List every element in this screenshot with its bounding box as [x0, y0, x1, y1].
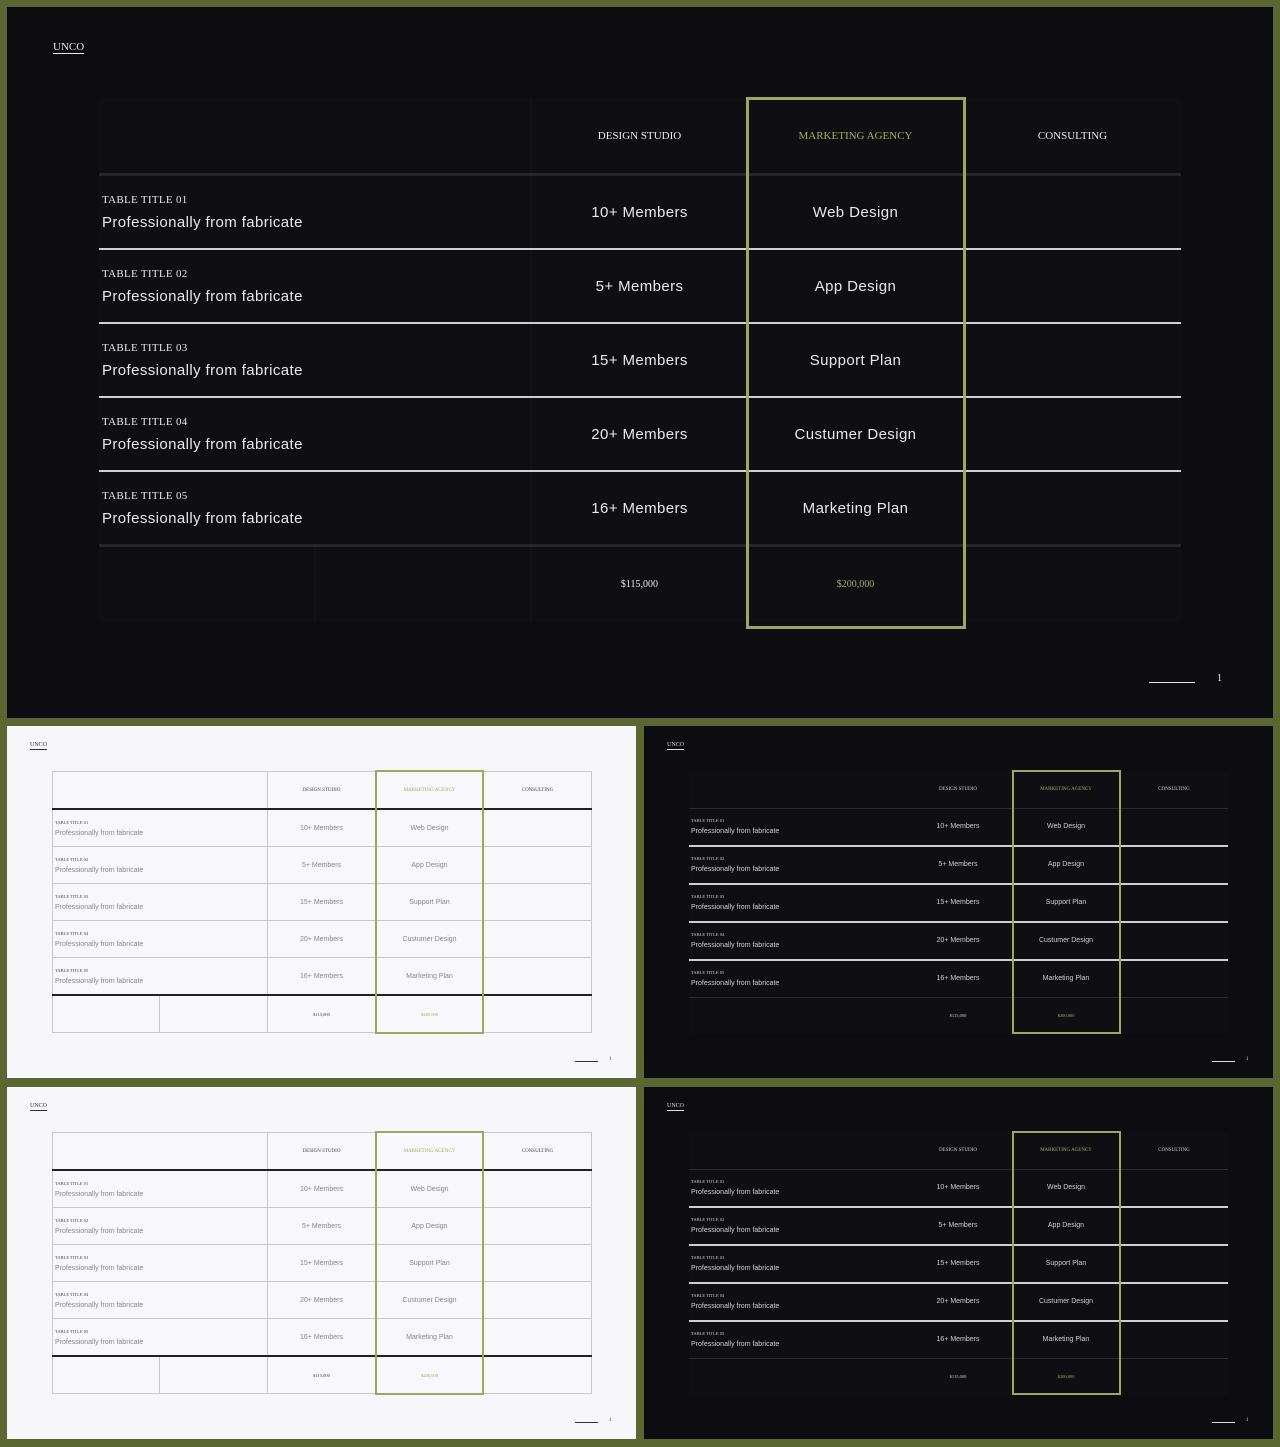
row-title-cell: [689, 1169, 904, 1207]
row-title: TABLE TITLE 04: [55, 930, 89, 936]
cell-consulting: [1120, 1321, 1228, 1359]
footer-empty-cell: [796, 1358, 904, 1395]
footer-empty-cell: [796, 997, 904, 1034]
row-title: TABLE TITLE 04: [102, 415, 188, 428]
cell-design-studio: 10+ Members: [268, 809, 376, 847]
table-row: [689, 1245, 1228, 1283]
row-subtitle: Professionally from fabricate: [55, 866, 144, 874]
cell-design-studio: 10+ Members: [904, 808, 1012, 846]
table-footer-row: [689, 997, 1228, 1034]
row-title: TABLE TITLE 01: [691, 818, 725, 823]
cell-marketing-agency: Web Design: [1012, 808, 1120, 846]
cell-design-studio: 16+ Members: [531, 471, 747, 546]
table-row: [689, 1169, 1228, 1207]
table-row: [53, 958, 592, 996]
header-empty-cell: [689, 771, 904, 808]
header-empty-cell: [99, 98, 531, 175]
comparison-table: [689, 1132, 1228, 1395]
cell-consulting: [1120, 808, 1228, 846]
page-line: [1212, 1422, 1235, 1423]
cell-marketing-agency: App Design: [747, 249, 964, 323]
table-header-row: [53, 772, 592, 810]
cell-consulting: [484, 1319, 592, 1357]
footer-empty-cell: [99, 546, 315, 623]
row-title: TABLE TITLE 02: [691, 1217, 725, 1222]
cell-marketing-agency: Marketing Plan: [376, 1319, 484, 1357]
column-header-design-studio: DESIGN STUDIO: [904, 1132, 1012, 1169]
cell-marketing-agency: Support Plan: [376, 1245, 484, 1282]
row-subtitle: Professionally from fabricate: [691, 1189, 780, 1196]
cell-design-studio: 15+ Members: [531, 323, 747, 397]
row-title: TABLE TITLE 04: [691, 932, 725, 937]
column-header-marketing-agency: MARKETING AGENCY: [1012, 771, 1120, 808]
row-title-cell: [99, 397, 531, 471]
cell-marketing-agency: Marketing Plan: [376, 958, 484, 996]
cell-marketing-agency: Custumer Design: [747, 397, 964, 471]
cell-marketing-agency: Web Design: [376, 1170, 484, 1208]
cell-design-studio: 15+ Members: [268, 884, 376, 921]
cell-marketing-agency: Marketing Plan: [747, 471, 964, 546]
cell-design-studio: 10+ Members: [904, 1169, 1012, 1207]
row-title: TABLE TITLE 05: [102, 489, 188, 502]
cell-design-studio: 5+ Members: [268, 847, 376, 884]
row-title-cell: [53, 1208, 268, 1245]
logo: UNCO: [667, 742, 685, 748]
row-title: TABLE TITLE 05: [691, 970, 725, 975]
row-title-cell: [53, 884, 268, 921]
total-marketing-agency: $200,000: [1012, 997, 1120, 1034]
cell-marketing-agency: Custumer Design: [1012, 922, 1120, 960]
row-title: TABLE TITLE 03: [55, 1254, 89, 1260]
table-row: [53, 1208, 592, 1245]
row-subtitle: Professionally from fabricate: [691, 904, 780, 911]
table-row: [53, 884, 592, 921]
table-header-row: [689, 1132, 1228, 1169]
footer-empty-cell: [689, 997, 796, 1034]
page-number: 1: [1246, 1056, 1249, 1062]
row-title: TABLE TITLE 01: [55, 819, 89, 825]
total-consulting: [484, 1356, 592, 1394]
table-row: [99, 397, 1181, 471]
row-title: TABLE TITLE 04: [55, 1291, 89, 1297]
row-title-cell: [53, 1245, 268, 1282]
row-subtitle: Professionally from fabricate: [55, 1190, 144, 1198]
footer-empty-cell: [160, 995, 268, 1033]
total-marketing-agency: $200,000: [376, 1356, 484, 1394]
page-indicator: [1212, 1056, 1249, 1062]
footer-empty-cell: [53, 995, 160, 1033]
total-design-studio: $115,000: [268, 995, 376, 1033]
row-subtitle: Professionally from fabricate: [691, 1227, 780, 1234]
column-header-design-studio: DESIGN STUDIO: [268, 772, 376, 810]
cell-design-studio: 5+ Members: [904, 1207, 1012, 1245]
table-header-row: [99, 98, 1181, 175]
cell-marketing-agency: Custumer Design: [376, 1282, 484, 1319]
cell-design-studio: 16+ Members: [268, 1319, 376, 1357]
row-title-cell: [689, 808, 904, 846]
cell-marketing-agency: Support Plan: [747, 323, 964, 397]
row-subtitle: Professionally from fabricate: [691, 866, 780, 873]
row-subtitle: Professionally from fabricate: [102, 361, 303, 379]
row-title-cell: [689, 1321, 904, 1359]
column-header-consulting: CONSULTING: [964, 98, 1181, 175]
cell-marketing-agency: App Design: [376, 847, 484, 884]
row-title-cell: [99, 471, 531, 546]
column-header-consulting: CONSULTING: [484, 1133, 592, 1171]
table-footer-row: [689, 1358, 1228, 1395]
table-row: [689, 1283, 1228, 1321]
thumbnail-light-2[interactable]: [7, 1087, 636, 1439]
row-title-cell: [53, 1319, 268, 1357]
total-consulting: [964, 546, 1181, 623]
row-subtitle: Professionally from fabricate: [102, 435, 303, 453]
table-header-row: [689, 771, 1228, 808]
page-indicator: [575, 1417, 612, 1423]
comparison-table: [52, 1132, 592, 1394]
cell-marketing-agency: Support Plan: [1012, 884, 1120, 922]
row-title-cell: [689, 1207, 904, 1245]
cell-consulting: [964, 323, 1181, 397]
row-title: TABLE TITLE 03: [691, 894, 725, 899]
table-row: [99, 471, 1181, 546]
row-title-cell: [689, 1283, 904, 1321]
table-row: [53, 1282, 592, 1319]
total-design-studio: $115,000: [531, 546, 747, 623]
row-title: TABLE TITLE 05: [691, 1331, 725, 1336]
main-slide: [7, 7, 1273, 718]
total-consulting: [1120, 997, 1228, 1034]
comparison-table: [52, 771, 592, 1033]
cell-consulting: [484, 1208, 592, 1245]
row-subtitle: Professionally from fabricate: [55, 829, 144, 837]
comparison-table: [99, 98, 1181, 622]
cell-consulting: [964, 249, 1181, 323]
row-subtitle: Professionally from fabricate: [691, 1341, 780, 1348]
cell-design-studio: 20+ Members: [268, 1282, 376, 1319]
cell-design-studio: 15+ Members: [904, 1245, 1012, 1283]
cell-consulting: [484, 1245, 592, 1282]
logo: UNCO: [53, 41, 85, 53]
column-header-consulting: CONSULTING: [1120, 1132, 1228, 1169]
table-row: [689, 1207, 1228, 1245]
table-footer-row: [99, 546, 1181, 623]
cell-consulting: [484, 1170, 592, 1208]
table-row: [689, 1321, 1228, 1359]
total-consulting: [1120, 1358, 1228, 1395]
row-title: TABLE TITLE 03: [102, 341, 188, 354]
row-title: TABLE TITLE 04: [691, 1293, 725, 1298]
table-row: [689, 922, 1228, 960]
row-title-cell: [53, 847, 268, 884]
cell-marketing-agency: Web Design: [747, 175, 964, 250]
table-footer-row: [53, 1356, 592, 1394]
cell-marketing-agency: App Design: [376, 1208, 484, 1245]
cell-marketing-agency: Support Plan: [376, 884, 484, 921]
cell-design-studio: 5+ Members: [531, 249, 747, 323]
column-header-marketing-agency: MARKETING AGENCY: [747, 98, 964, 175]
row-subtitle: Professionally from fabricate: [55, 1338, 144, 1346]
table-row: [689, 808, 1228, 846]
table-row: [53, 809, 592, 847]
row-title: TABLE TITLE 02: [55, 856, 89, 862]
cell-marketing-agency: App Design: [1012, 846, 1120, 884]
page-indicator: [575, 1056, 612, 1062]
total-consulting: [484, 995, 592, 1033]
footer-empty-cell: [160, 1356, 268, 1394]
logo: UNCO: [667, 1103, 685, 1109]
header-empty-cell: [53, 772, 268, 810]
row-title: TABLE TITLE 01: [55, 1180, 89, 1186]
table-row: [689, 960, 1228, 998]
row-title-cell: [53, 921, 268, 958]
column-header-design-studio: DESIGN STUDIO: [531, 98, 747, 175]
cell-consulting: [1120, 1283, 1228, 1321]
header-empty-cell: [53, 1133, 268, 1171]
table-row: [99, 175, 1181, 250]
column-header-marketing-agency: MARKETING AGENCY: [376, 1133, 484, 1171]
row-subtitle: Professionally from fabricate: [55, 903, 144, 911]
table-row: [53, 921, 592, 958]
cell-marketing-agency: Support Plan: [1012, 1245, 1120, 1283]
cell-consulting: [1120, 1207, 1228, 1245]
total-design-studio: $115,000: [904, 997, 1012, 1034]
cell-design-studio: 20+ Members: [904, 922, 1012, 960]
cell-consulting: [484, 958, 592, 996]
cell-design-studio: 15+ Members: [268, 1245, 376, 1282]
row-subtitle: Professionally from fabricate: [55, 1227, 144, 1235]
cell-design-studio: 16+ Members: [268, 958, 376, 996]
cell-consulting: [964, 397, 1181, 471]
row-subtitle: Professionally from fabricate: [691, 1303, 780, 1310]
row-title: TABLE TITLE 03: [691, 1255, 725, 1260]
column-header-consulting: CONSULTING: [1120, 771, 1228, 808]
cell-design-studio: 16+ Members: [904, 1321, 1012, 1359]
cell-consulting: [1120, 1169, 1228, 1207]
table-row: [689, 884, 1228, 922]
row-title: TABLE TITLE 05: [55, 967, 89, 973]
total-marketing-agency: $200,000: [747, 546, 964, 623]
cell-consulting: [1120, 960, 1228, 998]
column-header-design-studio: DESIGN STUDIO: [904, 771, 1012, 808]
cell-consulting: [1120, 1245, 1228, 1283]
row-subtitle: Professionally from fabricate: [102, 213, 303, 231]
row-title-cell: [689, 1245, 904, 1283]
cell-marketing-agency: Custumer Design: [376, 921, 484, 958]
cell-marketing-agency: Custumer Design: [1012, 1283, 1120, 1321]
cell-design-studio: 10+ Members: [531, 175, 747, 250]
header-empty-cell: [689, 1132, 904, 1169]
total-design-studio: $115,000: [904, 1358, 1012, 1395]
row-title: TABLE TITLE 01: [102, 193, 188, 206]
cell-design-studio: 15+ Members: [904, 884, 1012, 922]
page-number: 1: [609, 1056, 612, 1062]
thumbnail-light-1[interactable]: [7, 726, 636, 1078]
table-row: [53, 1245, 592, 1282]
row-title: TABLE TITLE 02: [55, 1217, 89, 1223]
page-line: [1212, 1061, 1235, 1062]
page-number: 1: [1246, 1417, 1249, 1423]
page-line: [1149, 682, 1195, 683]
row-subtitle: Professionally from fabricate: [55, 977, 144, 985]
row-title-cell: [99, 323, 531, 397]
row-subtitle: Professionally from fabricate: [691, 1265, 780, 1272]
logo: UNCO: [30, 1103, 48, 1109]
row-subtitle: Professionally from fabricate: [102, 509, 303, 527]
row-title-cell: [53, 1170, 268, 1208]
page-indicator: [1149, 673, 1222, 684]
total-marketing-agency: $200,000: [376, 995, 484, 1033]
cell-consulting: [484, 921, 592, 958]
logo: UNCO: [30, 742, 48, 748]
footer-empty-cell: [689, 1358, 796, 1395]
row-subtitle: Professionally from fabricate: [102, 287, 303, 305]
row-title-cell: [53, 809, 268, 847]
cell-consulting: [484, 847, 592, 884]
table-header-row: [53, 1133, 592, 1171]
column-header-consulting: CONSULTING: [484, 772, 592, 810]
column-header-marketing-agency: MARKETING AGENCY: [1012, 1132, 1120, 1169]
row-title: TABLE TITLE 05: [55, 1328, 89, 1334]
cell-consulting: [484, 809, 592, 847]
cell-design-studio: 5+ Members: [268, 1208, 376, 1245]
cell-design-studio: 20+ Members: [531, 397, 747, 471]
row-title-cell: [689, 922, 904, 960]
row-title-cell: [689, 960, 904, 998]
cell-marketing-agency: Marketing Plan: [1012, 960, 1120, 998]
cell-marketing-agency: App Design: [1012, 1207, 1120, 1245]
cell-design-studio: 20+ Members: [904, 1283, 1012, 1321]
cell-marketing-agency: Web Design: [376, 809, 484, 847]
row-subtitle: Professionally from fabricate: [691, 828, 780, 835]
table-row: [53, 847, 592, 884]
page-indicator: [1212, 1417, 1249, 1423]
cell-consulting: [1120, 884, 1228, 922]
cell-consulting: [484, 1282, 592, 1319]
cell-consulting: [964, 471, 1181, 546]
row-title-cell: [99, 249, 531, 323]
cell-consulting: [1120, 922, 1228, 960]
footer-empty-cell: [53, 1356, 160, 1394]
page-number: 1: [609, 1417, 612, 1423]
row-title: TABLE TITLE 02: [691, 856, 725, 861]
table-row: [53, 1319, 592, 1357]
table-footer-row: [53, 995, 592, 1033]
row-title-cell: [53, 1282, 268, 1319]
page-number: 1: [1217, 673, 1222, 684]
row-title: TABLE TITLE 01: [691, 1179, 725, 1184]
total-design-studio: $115,000: [268, 1356, 376, 1394]
row-subtitle: Professionally from fabricate: [55, 940, 144, 948]
page-line: [575, 1422, 598, 1423]
row-title-cell: [99, 175, 531, 250]
cell-design-studio: 5+ Members: [904, 846, 1012, 884]
row-title-cell: [53, 958, 268, 996]
row-title-cell: [689, 884, 904, 922]
table-row: [99, 249, 1181, 323]
table-row: [99, 323, 1181, 397]
table-row: [689, 846, 1228, 884]
cell-consulting: [964, 175, 1181, 250]
cell-design-studio: 16+ Members: [904, 960, 1012, 998]
cell-design-studio: 10+ Members: [268, 1170, 376, 1208]
thumbnail-dark-1[interactable]: [644, 726, 1273, 1078]
row-subtitle: Professionally from fabricate: [55, 1301, 144, 1309]
column-header-marketing-agency: MARKETING AGENCY: [376, 772, 484, 810]
thumbnail-dark-2[interactable]: [644, 1087, 1273, 1439]
row-title-cell: [689, 846, 904, 884]
cell-consulting: [1120, 846, 1228, 884]
page-line: [575, 1061, 598, 1062]
row-title: TABLE TITLE 02: [102, 267, 188, 280]
cell-design-studio: 20+ Members: [268, 921, 376, 958]
cell-marketing-agency: Web Design: [1012, 1169, 1120, 1207]
row-title: TABLE TITLE 03: [55, 893, 89, 899]
cell-consulting: [484, 884, 592, 921]
footer-empty-cell: [315, 546, 531, 623]
row-subtitle: Professionally from fabricate: [691, 942, 780, 949]
column-header-design-studio: DESIGN STUDIO: [268, 1133, 376, 1171]
row-subtitle: Professionally from fabricate: [691, 980, 780, 987]
cell-marketing-agency: Marketing Plan: [1012, 1321, 1120, 1359]
comparison-table: [689, 771, 1228, 1034]
total-marketing-agency: $200,000: [1012, 1358, 1120, 1395]
row-subtitle: Professionally from fabricate: [55, 1264, 144, 1272]
table-row: [53, 1170, 592, 1208]
